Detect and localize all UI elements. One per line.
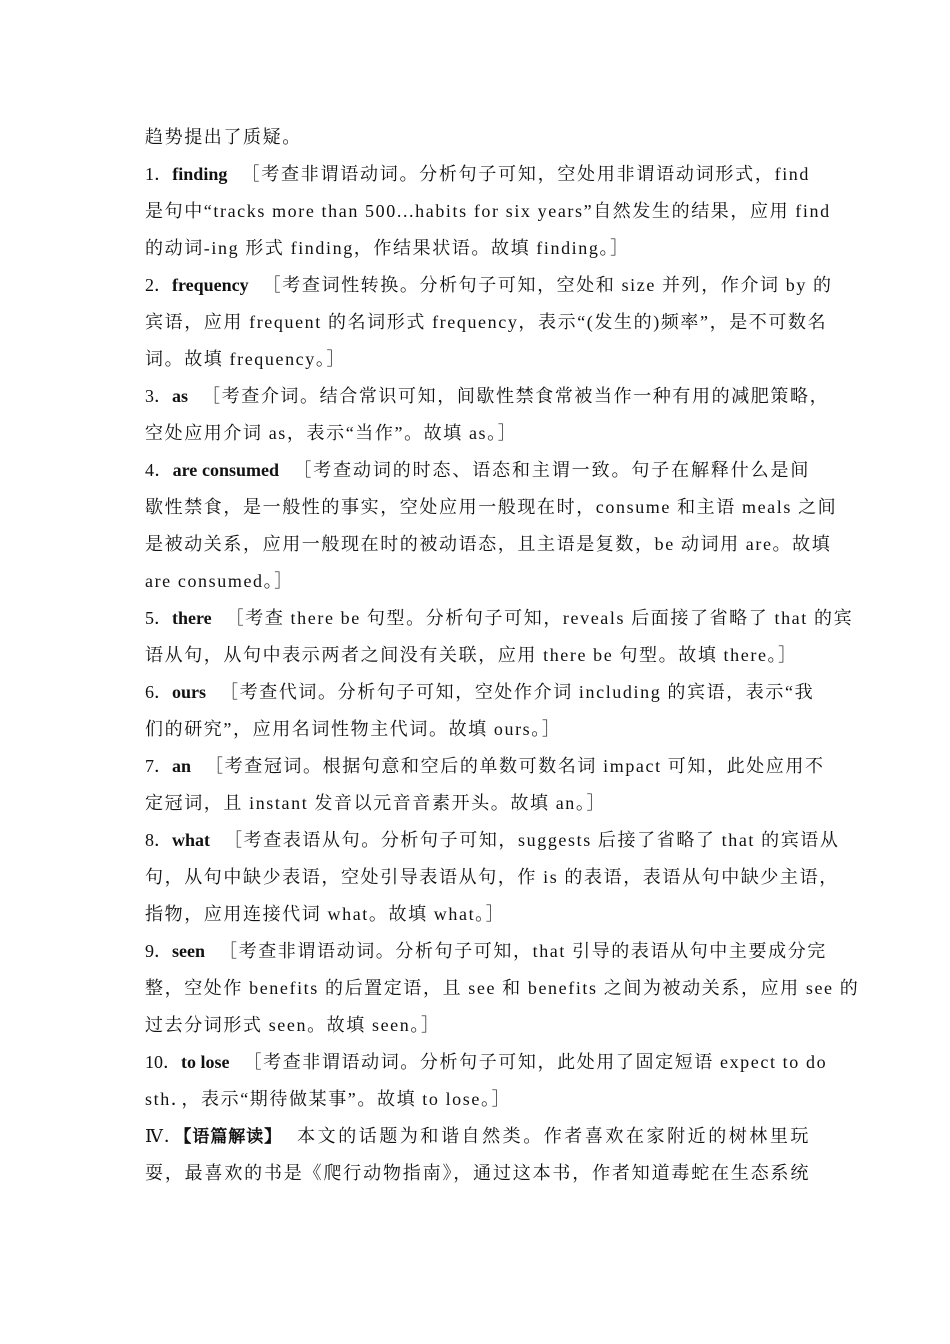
item-number: 10． bbox=[145, 1052, 181, 1072]
answer-7-line-2 bbox=[145, 785, 810, 822]
section-number: Ⅳ． bbox=[145, 1126, 183, 1146]
answer-3-line-2 bbox=[145, 415, 810, 452]
item-number: 6． bbox=[145, 682, 172, 702]
section-4-line-1 bbox=[145, 1118, 810, 1155]
explanation-text: 空处应用介词 as，表示“当作”。故填 as。］ bbox=[145, 423, 518, 443]
answer-6-line-1 bbox=[145, 674, 815, 711]
explanation-text: 的动词-ing 形式 finding，作结果状语。故填 finding。］ bbox=[145, 238, 630, 258]
answer-4-line-4 bbox=[145, 563, 810, 600]
answer-5-line-1 bbox=[145, 600, 854, 637]
text-line bbox=[145, 119, 810, 156]
explanation-text: 过去分词形式 seen。故填 seen。］ bbox=[145, 1015, 441, 1035]
explanation-text: ［考查非谓语动词。分析句子可知，此处用了固定短语 expect to do bbox=[243, 1052, 828, 1072]
item-number: 9． bbox=[145, 941, 172, 961]
explanation-text: ［考查非谓语动词。分析句子可知，that 引导的表语从句中主要成分完 bbox=[219, 941, 827, 961]
answer-4-line-3 bbox=[145, 526, 832, 563]
answer-10-line-2 bbox=[145, 1081, 810, 1118]
answer-2-line-2 bbox=[145, 304, 828, 341]
item-number: 2． bbox=[145, 275, 172, 295]
answer-5-line-2 bbox=[145, 637, 810, 674]
explanation-text: 宾语，应用 frequent 的名词形式 frequency，表示“(发生的)频率”，是不可数名 bbox=[145, 312, 828, 332]
explanation-text: ［考查 there be 句型。分析句子可知，reveals 后面接了省略了 that 的宾 bbox=[225, 608, 854, 628]
answer-word: finding bbox=[172, 164, 228, 184]
answer-word: frequency bbox=[172, 275, 249, 295]
explanation-text: ［考查非谓语动词。分析句子可知，空处用非谓语动词形式，find bbox=[241, 164, 811, 184]
answer-word: are consumed bbox=[172, 460, 280, 480]
passage-text: 耍，最喜欢的书是《爬行动物指南》，通过这本书，作者知道毒蛇在生态系统 bbox=[145, 1163, 810, 1183]
answer-4-line-1 bbox=[145, 452, 810, 489]
answer-word: as bbox=[172, 386, 189, 406]
answer-word: ours bbox=[172, 682, 207, 702]
item-number: 8． bbox=[145, 830, 172, 850]
answer-1-line-3 bbox=[145, 230, 810, 267]
item-number: 5． bbox=[145, 608, 172, 628]
item-number: 7． bbox=[145, 756, 172, 776]
explanation-text: ［考查冠词。根据句意和空后的单数可数名词 impact 可知，此处应用不 bbox=[205, 756, 825, 776]
answer-2-line-1 bbox=[145, 267, 833, 304]
answer-word: what bbox=[172, 830, 211, 850]
explanation-text: ［考查介词。结合常识可知，间歇性禁食常被当作一种有用的减肥策略， bbox=[202, 386, 830, 406]
answer-10-line-1 bbox=[145, 1044, 828, 1081]
answer-9-line-2 bbox=[145, 970, 860, 1007]
text-span: 趋势提出了质疑。 bbox=[145, 127, 302, 147]
explanation-text: ［考查表语从句。分析句子可知，suggests 后接了省略了 that 的宾语从 bbox=[224, 830, 840, 850]
explanation-text: 们的研究”，应用名词性物主代词。故填 ours。］ bbox=[145, 719, 562, 739]
explanation-text: 指物，应用连接代词 what。故填 what。］ bbox=[145, 904, 506, 924]
answer-9-line-3 bbox=[145, 1007, 810, 1044]
answer-3-line-1 bbox=[145, 378, 830, 415]
answer-1-line-1 bbox=[145, 156, 810, 193]
answer-8-line-3 bbox=[145, 896, 810, 933]
explanation-text: ［考查代词。分析句子可知，空处作介词 including 的宾语，表示“我 bbox=[220, 682, 815, 702]
section-tag: 【语篇解读】 bbox=[182, 1127, 283, 1147]
section-4-line-2 bbox=[145, 1155, 810, 1192]
explanation-text: 语从句，从句中表示两者之间没有关联，应用 there be 句型。故填 there。］ bbox=[145, 645, 798, 665]
answer-word: an bbox=[172, 756, 192, 776]
answer-7-line-1 bbox=[145, 748, 825, 785]
answer-6-line-2 bbox=[145, 711, 810, 748]
answer-8-line-2 bbox=[145, 859, 839, 896]
answer-4-line-2 bbox=[145, 489, 838, 526]
explanation-text: 词。故填 frequency。］ bbox=[145, 349, 347, 369]
answer-9-line-1 bbox=[145, 933, 827, 970]
answer-8-line-1 bbox=[145, 822, 840, 859]
answer-word: to lose bbox=[181, 1052, 230, 1072]
explanation-text: 歇性禁食，是一般性的事实，空处应用一般现在时，consume 和主语 meals 之间 bbox=[145, 497, 838, 517]
explanation-text: 句，从句中缺少表语，空处引导表语从句，作 is 的表语，表语从句中缺少主语， bbox=[145, 867, 839, 887]
explanation-text: 是被动关系，应用一般现在时的被动语态，且主语是复数，be 动词用 are。故填 bbox=[145, 534, 832, 554]
explanation-text: 整，空处作 benefits 的后置定语，且 see 和 benefits 之间为被动关系，应用 see 的 bbox=[145, 978, 860, 998]
answer-2-line-3 bbox=[145, 341, 810, 378]
item-number: 4． bbox=[145, 460, 173, 480]
explanation-text: sth．，表示“期待做某事”。故填 to lose。］ bbox=[145, 1089, 512, 1109]
answer-word: there bbox=[172, 608, 212, 628]
passage-text: 本文的话题为和谐自然类。作者喜欢在家附近的树林里玩 bbox=[296, 1126, 811, 1146]
explanation-text: are consumed。］ bbox=[145, 571, 294, 591]
answer-word: seen bbox=[172, 941, 205, 961]
explanation-text: 是句中“tracks more than 500...habits for six years”自然发生的结果，应用 find bbox=[145, 201, 831, 221]
explanation-text: ［考查词性转换。分析句子可知，空处和 size 并列，作介词 by 的 bbox=[262, 275, 833, 295]
explanation-text: 定冠词，且 instant 发音以元音音素开头。故填 an。］ bbox=[145, 793, 607, 813]
explanation-text: ［考查动词的时态、语态和主谓一致。句子在解释什么是间 bbox=[293, 460, 810, 480]
item-number: 3． bbox=[145, 386, 172, 406]
item-number: 1． bbox=[145, 164, 173, 184]
answer-1-line-2 bbox=[145, 193, 831, 230]
